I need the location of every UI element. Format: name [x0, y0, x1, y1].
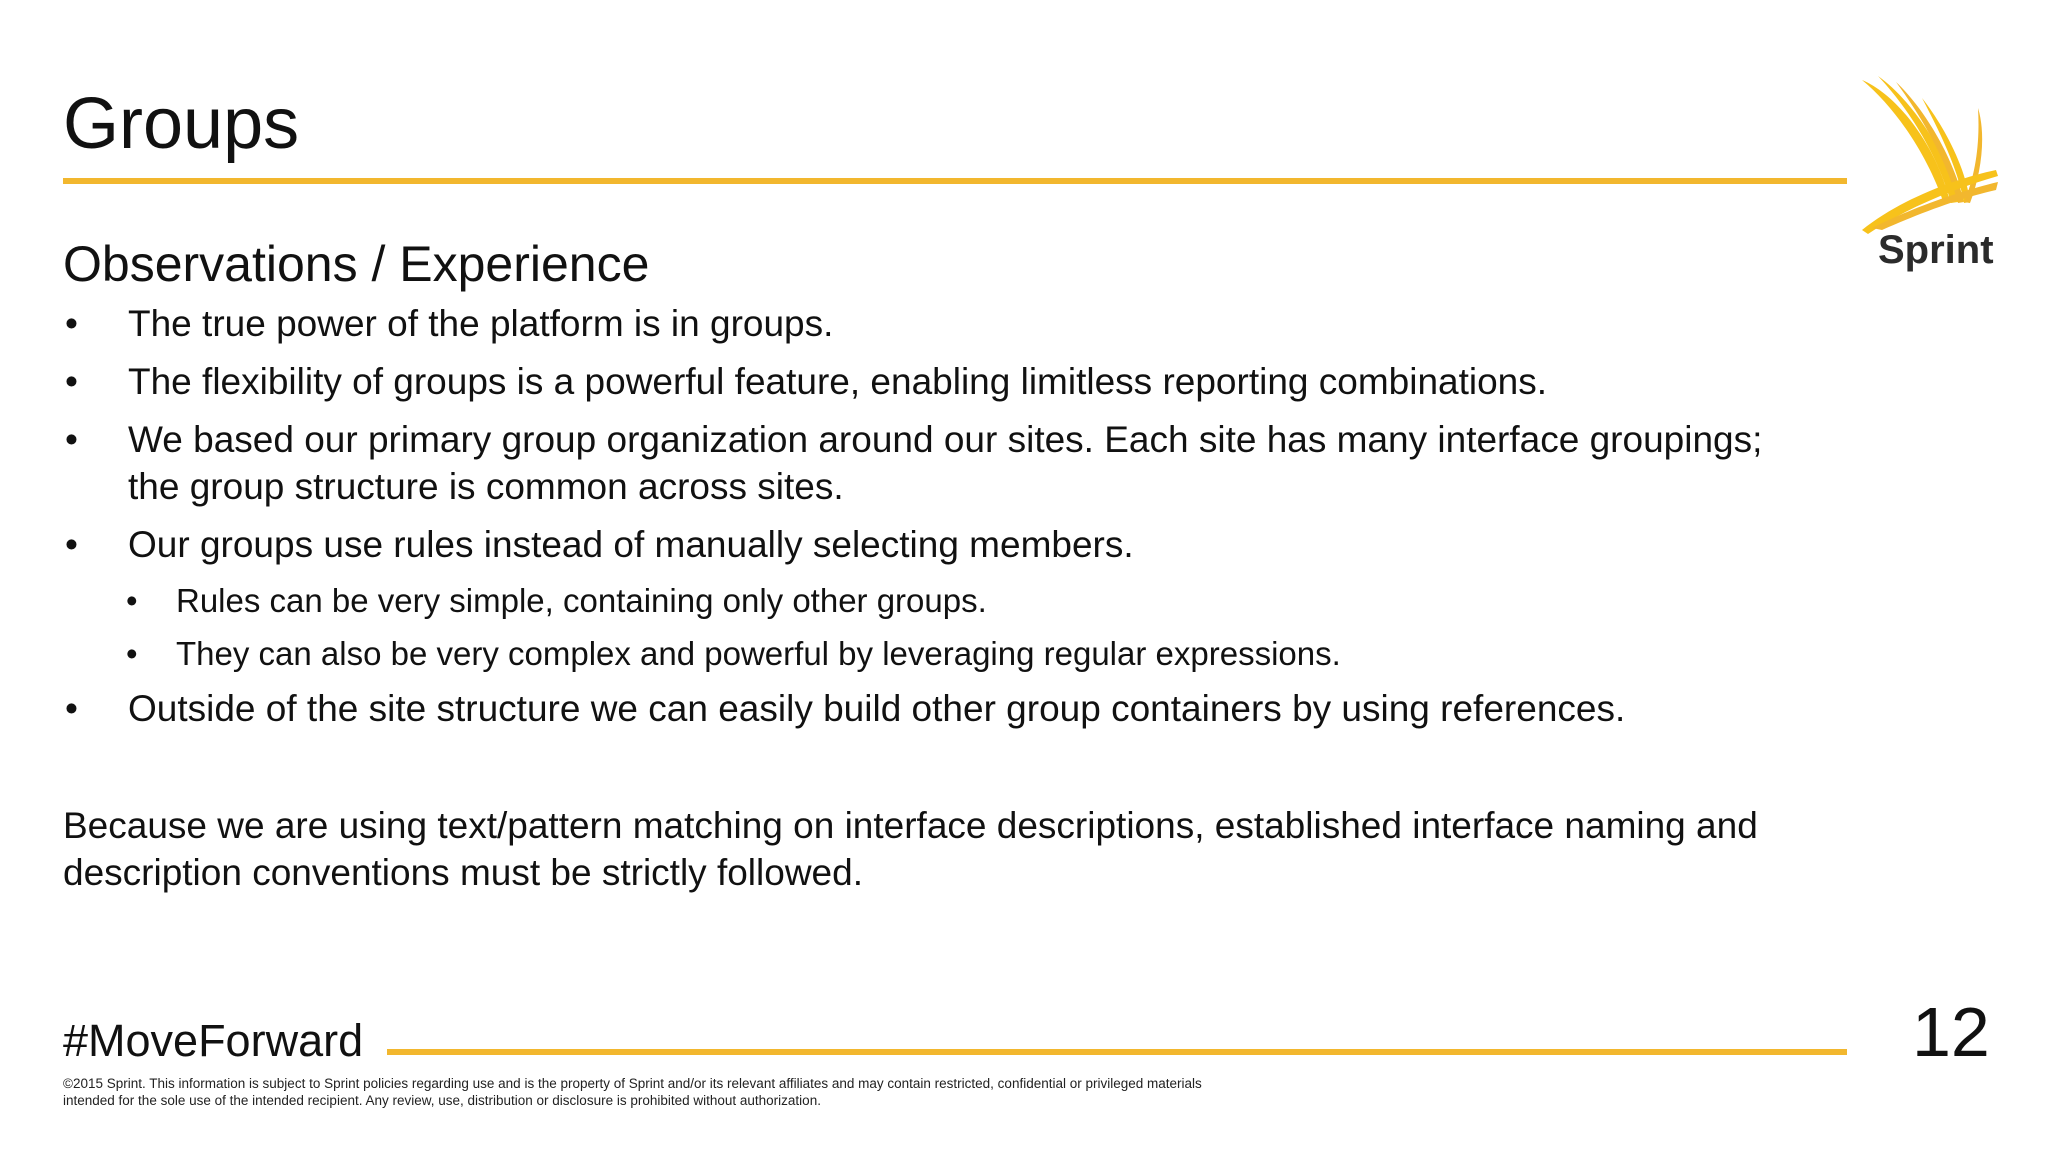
title-divider [63, 178, 1847, 184]
bullet-item: • We based our primary group organization around our sites. Each site has many interface groupings; the group structure is common across sites. [63, 416, 1803, 510]
bullet-item: • The true power of the platform is in groups. [63, 300, 1803, 347]
page-number: 12 [1912, 993, 1990, 1071]
sub-bullet-item: • Rules can be very simple, containing only other groups. [63, 579, 1803, 622]
section-subtitle: Observations / Experience [63, 236, 650, 292]
bullet-item: • Our groups use rules instead of manually selecting members. [63, 521, 1803, 568]
sub-bullet-item: • They can also be very complex and powerful by leveraging regular expressions. [63, 632, 1803, 675]
sprint-wings-icon [1860, 70, 2000, 240]
bullet-list [63, 300, 1803, 743]
sprint-logo [1860, 70, 2000, 280]
closing-paragraph: Because we are using text/pattern matching on interface descriptions, established interface naming and description conventions must be strictly followed. [63, 805, 1758, 893]
legal-disclaimer: ©2015 Sprint. This information is subject to Sprint policies regarding use and is the property of Sprint and/or its relevant affiliates and may contain restricted, confidential or privileged materials intended for the sole use of the intended recipient. Any review, use, distribution or disclosure is prohibited without authorization. [63, 1076, 1202, 1108]
bullet-item: • The flexibility of groups is a powerful feature, enabling limitless reporting combinations. [63, 358, 1803, 405]
footer-divider [387, 1049, 1847, 1055]
hashtag: #MoveForward [63, 1015, 364, 1066]
bullet-item: • Outside of the site structure we can easily build other group containers by using references. [63, 685, 1803, 732]
sprint-wordmark: Sprint [1878, 228, 1994, 272]
slide-title: Groups [63, 84, 300, 164]
